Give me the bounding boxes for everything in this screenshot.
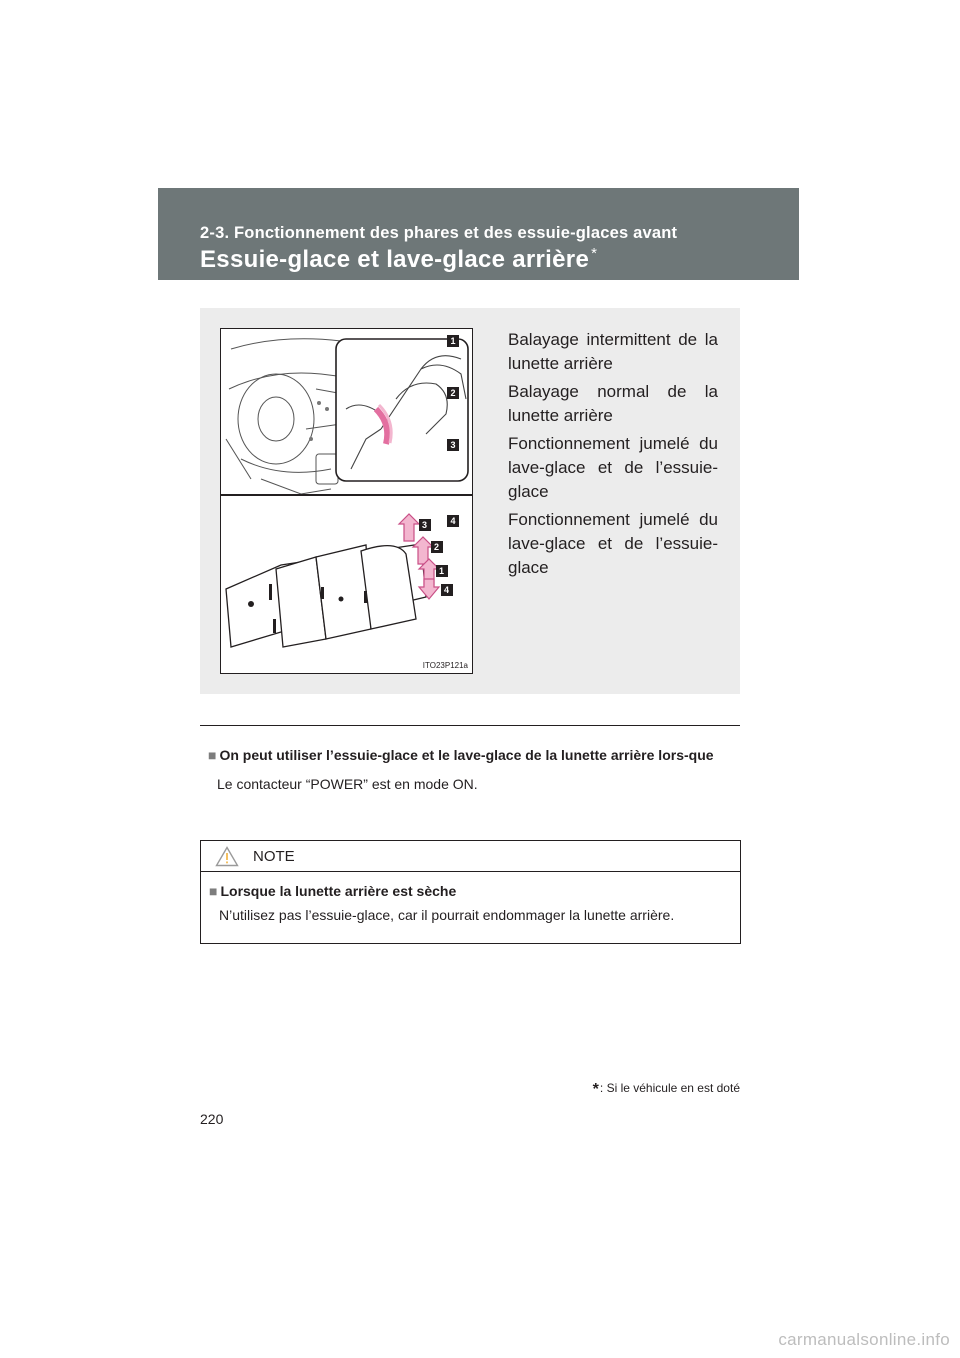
legend-item <box>447 380 718 428</box>
legend-number: 3 <box>447 439 459 451</box>
legend-number: 2 <box>447 387 459 399</box>
asterisk-icon: * <box>592 1081 599 1098</box>
callout-4: 4 <box>444 585 450 595</box>
legend-text: Balayage normal de la lunette arrière <box>508 382 718 425</box>
divider <box>200 725 740 726</box>
wiper-lever-drawing <box>221 329 473 674</box>
square-bullet-icon: ■ <box>209 883 218 899</box>
legend-text: Fonctionnement jumelé du lave-glace et de l’essuie-glace <box>508 434 718 501</box>
page-title <box>200 245 597 274</box>
note-header <box>201 841 740 872</box>
note-title-text: Lorsque la lunette arrière est sèche <box>220 883 457 899</box>
square-bullet-icon: ■ <box>208 747 217 763</box>
footnote <box>593 1081 740 1099</box>
note-box <box>200 840 741 944</box>
page-number: 220 <box>200 1111 224 1127</box>
page-title-text: Essuie-glace et lave-glace arrière <box>200 246 590 273</box>
legend-text: Balayage intermittent de la lunette arrière <box>508 330 718 373</box>
info-title <box>208 745 740 766</box>
wiper-lever-illustration <box>220 328 473 674</box>
legend-item <box>447 328 718 376</box>
legend-item <box>447 508 718 580</box>
section-label: 2-3. Fonctionnement des phares et des essuie-glaces avant <box>200 224 678 242</box>
warning-triangle-icon <box>215 846 239 867</box>
figure-panel <box>200 308 740 694</box>
footnote-text: : Si le véhicule en est doté <box>599 1081 740 1095</box>
info-body: Le contacteur “POWER” est en mode ON. <box>217 776 478 792</box>
note-body: N’utilisez pas l’essuie-glace, car il pourrait endommager la lunette arrière. <box>219 907 675 923</box>
info-section <box>208 745 740 794</box>
chapter-header <box>158 188 799 280</box>
legend-number: 4 <box>447 515 459 527</box>
title-asterisk: * <box>591 245 598 262</box>
note-title <box>209 883 456 899</box>
callout-1: 1 <box>439 566 445 576</box>
legend-text: Fonctionnement jumelé du lave-glace et de l’essuie-glace <box>508 510 718 577</box>
figure-code: ITO23P121a <box>422 661 468 670</box>
legend-list <box>447 328 718 584</box>
legend-number: 1 <box>447 335 459 347</box>
info-title-text: On peut utiliser l’essuie-glace et le lave-glace de la lunette arrière lors-que <box>219 747 714 763</box>
callout-2: 2 <box>434 542 440 552</box>
watermark: carmanualsonline.info <box>778 1330 950 1349</box>
legend-item <box>447 432 718 504</box>
callout-3: 3 <box>422 520 428 530</box>
note-label: NOTE <box>253 848 295 865</box>
